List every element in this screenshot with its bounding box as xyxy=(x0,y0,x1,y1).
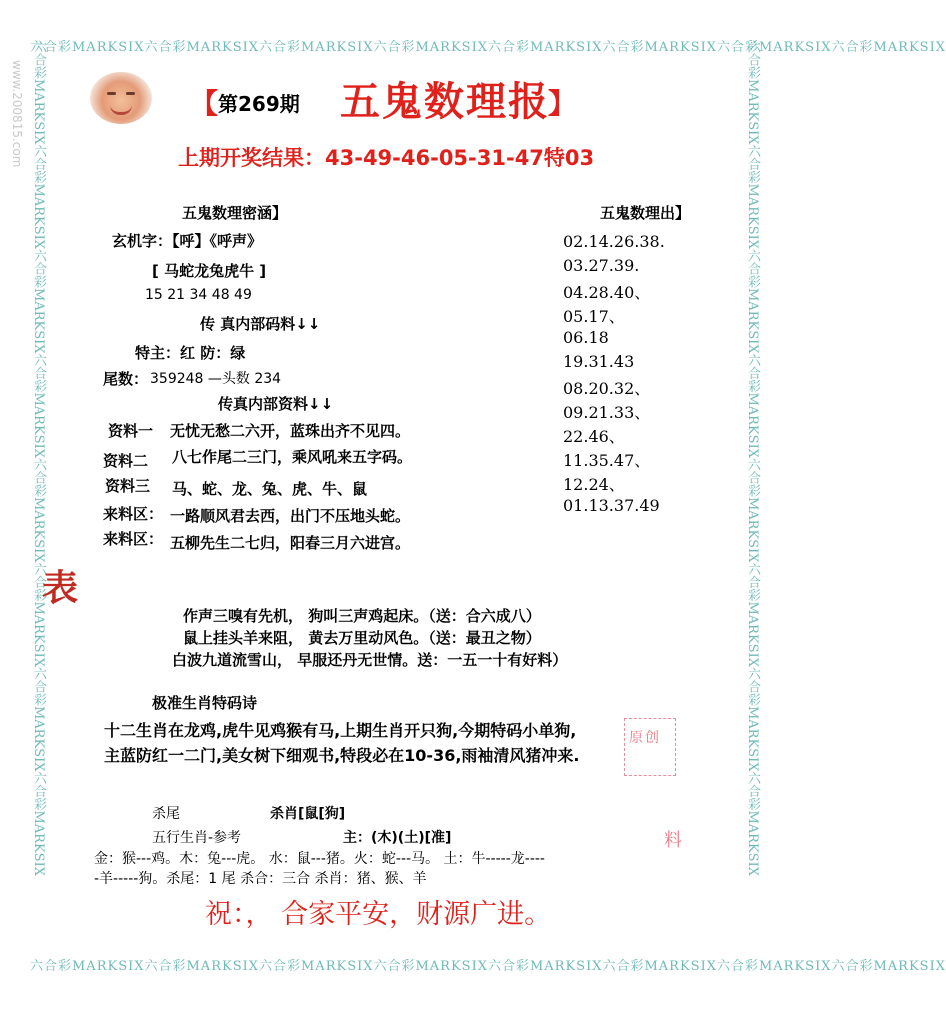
avatar-eye-icon xyxy=(126,92,135,95)
title-bracket-open: 【 xyxy=(190,87,219,120)
page-title: 五鬼数理报 xyxy=(340,78,550,125)
number-group: 05.17、 xyxy=(563,307,625,326)
info-text: 一路顺风君去西，出门不压地头蛇。 xyxy=(170,507,411,525)
info-label: 资料三 xyxy=(105,477,151,495)
five-elements-label: 五行生肖-参考 xyxy=(152,830,242,846)
tail-value: 359248 —头数 234 xyxy=(150,371,282,387)
number-list: 15 21 34 48 49 xyxy=(145,287,252,303)
zodiac-line: 十二生肖在龙鸡,虎牛见鸡猴有马,上期生肖开只狗,今期特码小单狗, xyxy=(104,721,577,740)
avatar xyxy=(90,72,152,124)
number-group: 06.18 xyxy=(563,328,609,347)
border-right-watermark: 六合彩MARKSIX六合彩MARKSIX六合彩MARKSIX六合彩MARKSIX六合彩MARKSIX六合彩MARKSIX六合彩MARKSIX六合彩MARKSIX xyxy=(745,40,760,876)
info-label: 资料二 xyxy=(103,452,149,470)
info-text: 五柳先生二七归，阳春三月六进宫。 xyxy=(170,534,411,552)
kill-tail-label: 杀尾 xyxy=(152,806,180,822)
tail-label: 尾数： xyxy=(103,370,149,388)
fax-heading-1: 传 真内部码料↓↓ xyxy=(200,315,321,333)
info-text: 无忧无愁二六开，蓝珠出齐不见四。 xyxy=(170,422,411,440)
number-group: 02.14.26.38. xyxy=(563,232,665,251)
fax-heading-2: 传真内部资料↓↓ xyxy=(218,395,334,413)
number-group: 12.24、 xyxy=(563,475,625,494)
border-left-watermark: 六合彩MARKSIX六合彩MARKSIX六合彩MARKSIX六合彩MARKSIX六合彩MARKSIX六合彩MARKSIX六合彩MARKSIX六合彩MARKSIX xyxy=(31,40,46,876)
last-result: 上期开奖结果：43-49-46-05-31-47特03 xyxy=(178,146,595,170)
red-seal-stamp xyxy=(624,718,676,776)
border-top-watermark: 六合彩MARKSIX六合彩MARKSIX六合彩MARKSIX六合彩MARKSIX六合彩MARKSIX六合彩MARKSIX六合彩MARKSIX六合彩MARKSIX xyxy=(30,40,946,55)
number-group: 08.20.32、 xyxy=(563,379,651,398)
number-group: 22.46、 xyxy=(563,427,625,446)
number-group: 11.35.47、 xyxy=(563,451,651,470)
kill-zodiac: 杀肖[鼠[狗] xyxy=(270,806,346,822)
number-group: 04.28.40、 xyxy=(563,283,651,302)
info-label: 资料一 xyxy=(108,422,154,440)
info-label: 来料区： xyxy=(103,505,164,523)
special-color: 特主：红 防：绿 xyxy=(135,344,246,362)
info-label: 来料区： xyxy=(103,530,164,548)
number-group: 01.13.37.49 xyxy=(563,496,660,515)
right-heading: 五鬼数理出】 xyxy=(600,204,691,222)
poem-line: 作声三嗅有先机， 狗叫三声鸡起床。（送：合六成八） xyxy=(183,607,541,625)
info-text: 马、蛇、龙、兔、虎、牛、鼠 xyxy=(172,480,368,498)
number-group: 09.21.33、 xyxy=(563,403,651,422)
mystery-word: 玄机字：【呼】《呼声》 xyxy=(112,232,263,250)
blessing: 祝：， 合家平安，财源广进。 xyxy=(205,899,552,930)
number-group: 19.31.43 xyxy=(563,352,635,371)
poem-line: 鼠上挂头羊来阻， 黄去万里动风色。（送：最丑之物） xyxy=(183,629,541,647)
zodiac-line: 主蓝防红一二门,美女树下细观书,特段必在10-36,雨袖清风猪冲来. xyxy=(104,746,580,765)
red-seal-text: 原创 xyxy=(629,730,661,746)
number-group: 03.27.39. xyxy=(563,256,640,275)
liao-stamp: 料 xyxy=(664,830,682,851)
five-elements-main: 主：(木)(土)[准] xyxy=(343,830,452,846)
elements-line: -羊-----狗。杀尾：1 尾 杀合：三合 杀肖：猪、猴、羊 xyxy=(94,871,427,887)
title-bracket-close: 】 xyxy=(548,87,577,120)
animal-list: [ 马蛇龙兔虎牛 ] xyxy=(152,262,267,280)
border-bottom-watermark: 六合彩MARKSIX六合彩MARKSIX六合彩MARKSIX六合彩MARKSIX六合彩MARKSIX六合彩MARKSIX六合彩MARKSIX六合彩MARKSIX xyxy=(30,959,946,974)
left-heading: 五鬼数理密涵】 xyxy=(182,204,288,222)
side-url-watermark: www.200815.com xyxy=(10,60,24,168)
issue-number: 第269期 xyxy=(218,92,300,116)
avatar-eye-icon xyxy=(107,92,116,95)
zodiac-heading: 极准生肖特码诗 xyxy=(152,694,258,712)
info-text: 八七作尾二三门，乘风吼来五字码。 xyxy=(172,448,413,466)
decorative-red-glyph-icon: 表 xyxy=(42,568,79,609)
elements-line: 金：猴---鸡。木：兔---虎。 水：鼠---猪。火：蛇---马。 土：牛-----龙---- xyxy=(94,851,545,867)
avatar-smile-icon xyxy=(110,105,132,115)
poem-line: 白波九道流雪山， 早服还丹无世情。送：一五一十有好料） xyxy=(172,651,568,669)
